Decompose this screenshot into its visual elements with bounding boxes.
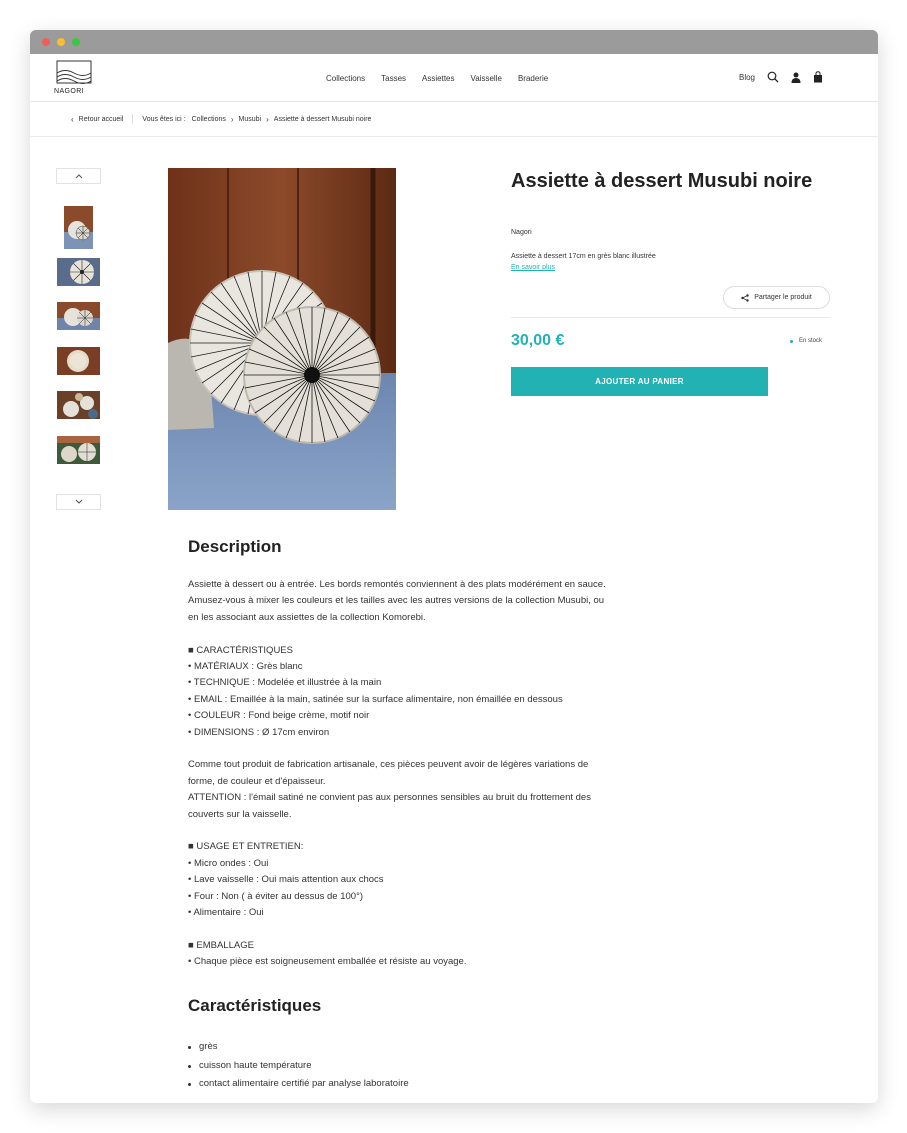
- thumbnail-image: [57, 258, 100, 286]
- thumbnail-4[interactable]: [57, 347, 100, 375]
- breadcrumb-divider-line: [30, 136, 878, 137]
- user-icon: [791, 72, 801, 83]
- maximize-window-button[interactable]: [72, 38, 80, 46]
- description-heading: Description: [188, 537, 282, 556]
- breadcrumb-divider: [132, 114, 133, 124]
- list-item: contact alimentaire certifié par analyse laboratoire: [188, 1075, 409, 1094]
- thumbnail-1[interactable]: [64, 206, 93, 249]
- chevron-right-icon: ›: [266, 114, 269, 124]
- breadcrumb-item-musubi[interactable]: Musubi: [238, 115, 262, 123]
- product-price: 30,00 €: [511, 332, 565, 349]
- breadcrumb-item-collections[interactable]: Collections: [191, 115, 226, 123]
- thumbnail-2[interactable]: [57, 258, 100, 286]
- share-icon: [741, 294, 749, 302]
- site-logo[interactable]: [54, 59, 94, 99]
- thumbnail-6[interactable]: [57, 436, 100, 464]
- chevron-down-icon: [75, 499, 83, 505]
- stock-dot-icon: [790, 340, 793, 343]
- browser-window: [30, 30, 878, 1103]
- product-brand[interactable]: Nagori: [511, 229, 532, 236]
- chevron-up-icon: [75, 173, 83, 179]
- description-paragraph: ■ CARACTÉRISTIQUES • MATÉRIAUX : Grès blanc • TECHNIQUE : Modelée et illustrée à la main • EMAIL : Emaillée à la main, satinée sur la surface alimentaire, non émaillée en dessous • COULEUR : Fond beige crème, motif noir • DIMENSIONS : Ø 17cm environ: [188, 644, 563, 738]
- description-paragraph: Comme tout produit de fabrication artisanale, ces pièces peuvent avoir de légères variations de forme, de couleur et d'épaisseur. ATTENTION : l'émail satiné ne convient pas aux personnes sensibles au bruit du frottement des couverts sur la vaisselle.: [188, 759, 591, 820]
- share-product-label: Partager le produit: [754, 294, 812, 301]
- close-window-button[interactable]: [42, 38, 50, 46]
- product-title: Assiette à dessert Musubi noire: [511, 170, 813, 192]
- stock-status: [790, 338, 822, 344]
- description-paragraph: ■ EMBALLAGE • Chaque pièce est soigneusement emballée et résiste au voyage.: [188, 939, 467, 968]
- logo-waves-icon: [54, 59, 94, 87]
- nav-item-vaisselle[interactable]: Vaisselle: [470, 74, 502, 83]
- price-divider: [511, 317, 830, 318]
- thumbnail-5[interactable]: [57, 391, 100, 419]
- thumbnails-up-button[interactable]: [56, 168, 101, 184]
- share-product-button[interactable]: [723, 286, 830, 309]
- product-short-description: Assiette à dessert 17cm en grès blanc illustrée: [511, 253, 656, 260]
- chevron-right-icon: ›: [230, 114, 234, 124]
- main-nav: [326, 74, 548, 83]
- breadcrumb: [66, 114, 371, 124]
- logo-text: NAGORI: [54, 88, 85, 95]
- thumbnail-3[interactable]: [57, 302, 100, 330]
- thumbnails-down-button[interactable]: [56, 494, 101, 510]
- thumbnail-image: [57, 391, 100, 419]
- description-paragraph: ■ USAGE ET ENTRETIEN: • Micro ondes : Oui • Lave vaisselle : Oui mais attention aux chocs • Four : Non ( à éviter au dessus de 100°) • Alimentaire : Oui: [188, 841, 384, 919]
- characteristics-heading: Caractéristiques: [188, 996, 322, 1015]
- description-paragraph: Assiette à dessert ou à entrée. Les bords remontés conviennent à des plats modérément en sauce. Amusez-vous à mixer les couleurs et les tailles avec les autres versions de la collection Musubi, ou en les associant aux assiettes de la collection Komorebi.: [188, 579, 606, 623]
- nav-item-collections[interactable]: Collections: [326, 74, 366, 83]
- characteristics-list: [188, 1038, 409, 1094]
- nav-item-tasses[interactable]: Tasses: [381, 74, 407, 83]
- description-body: [188, 577, 708, 987]
- nav-item-braderie[interactable]: Braderie: [517, 74, 549, 83]
- back-home-link[interactable]: Retour accueil: [78, 115, 124, 123]
- list-item: cuisson haute température: [188, 1057, 409, 1076]
- blog-link[interactable]: Blog: [738, 72, 755, 82]
- main-product-image[interactable]: [168, 168, 396, 510]
- search-button[interactable]: [767, 71, 779, 83]
- chevron-left-icon: ‹: [71, 114, 74, 124]
- breadcrumb-item-current: Assiette à dessert Musubi noire: [273, 115, 372, 123]
- add-to-cart-button[interactable]: AJOUTER AU PANIER: [511, 367, 768, 396]
- header-actions: [739, 71, 823, 83]
- account-button[interactable]: [791, 72, 801, 83]
- breadcrumb-prefix: Vous êtes ici :: [142, 115, 186, 123]
- stock-label: En stock: [799, 338, 823, 344]
- search-icon: [767, 71, 779, 83]
- thumbnail-image: [64, 206, 93, 249]
- bag-icon: [813, 71, 823, 83]
- thumbnail-image: [57, 436, 100, 464]
- nav-item-assiettes[interactable]: Assiettes: [422, 74, 455, 83]
- window-titlebar: [30, 30, 878, 54]
- learn-more-link[interactable]: En savoir plus: [511, 264, 555, 271]
- cart-button[interactable]: [813, 71, 823, 83]
- minimize-window-button[interactable]: [57, 38, 65, 46]
- thumbnail-image: [57, 302, 100, 330]
- thumbnail-image: [57, 347, 100, 375]
- site-header: [30, 54, 878, 102]
- product-photo: [168, 168, 396, 510]
- list-item: grès: [188, 1038, 409, 1057]
